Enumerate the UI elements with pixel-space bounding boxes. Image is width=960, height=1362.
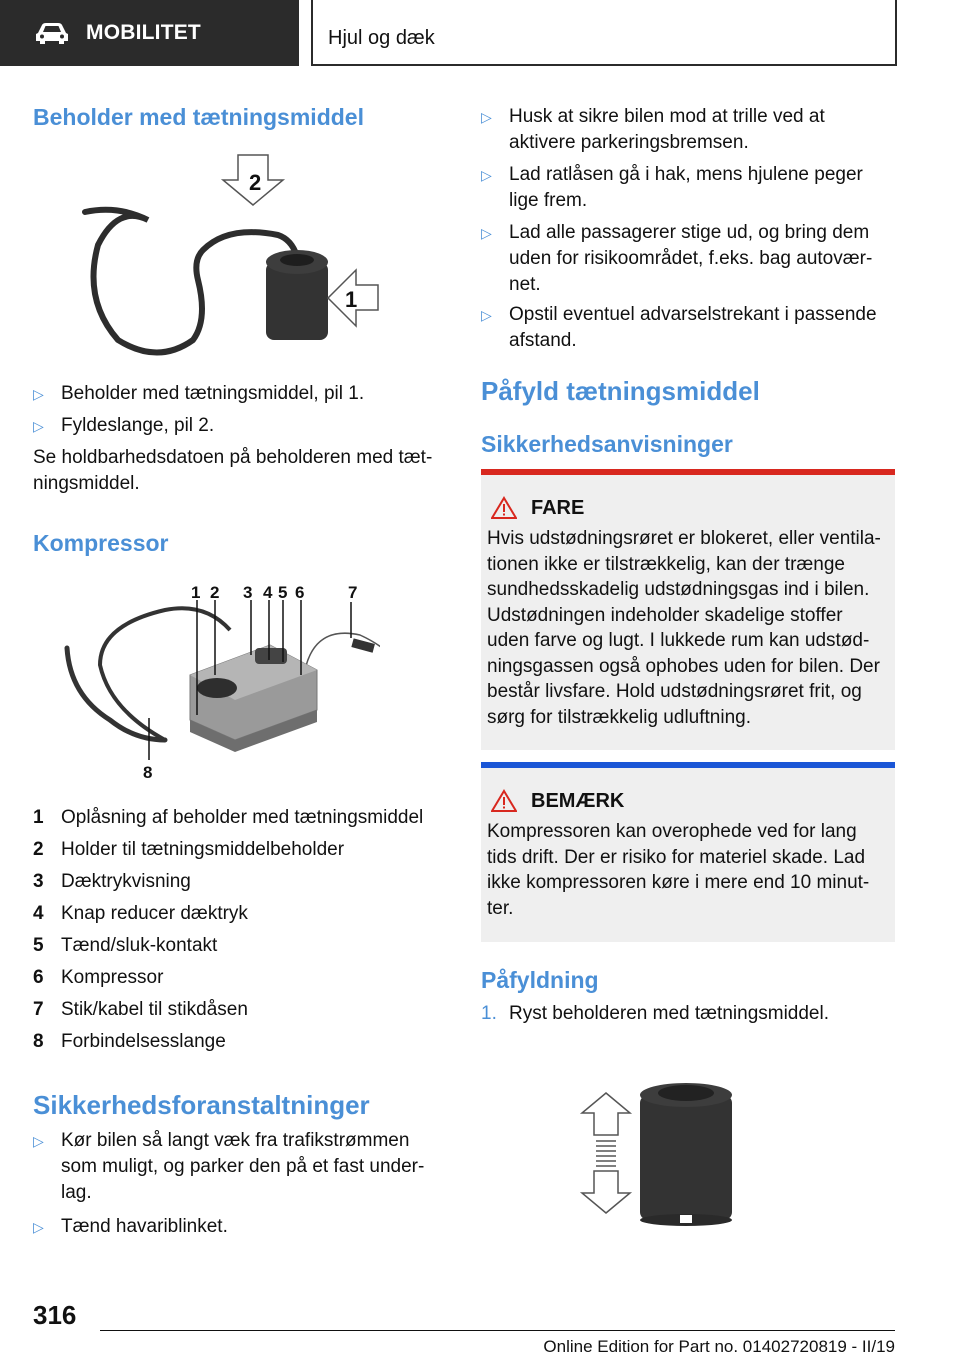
fig1-label-1: 1	[345, 287, 358, 312]
fig2-label-7: 7	[348, 583, 358, 602]
heading-filling: Påfyldning	[481, 967, 599, 993]
list-item: ▷ Beholder med tætningsmiddel, pil 1.	[33, 381, 435, 413]
fig2-label-6: 6	[295, 583, 305, 602]
heading-compressor: Kompressor	[33, 530, 169, 556]
list-item: ▷ Tænd havariblinket.	[33, 1214, 435, 1246]
triangle-bullet-icon: ▷	[33, 1133, 44, 1149]
list-item: 2 Holder til tætningsmiddelbeholder	[33, 839, 345, 860]
list-item: 3 Dæktrykvisning	[33, 871, 191, 892]
list-item: 7 Stik/kabel til stikdåsen	[33, 999, 248, 1020]
sealant-bottle-figure	[78, 150, 388, 365]
fig2-label-2: 2	[210, 583, 220, 602]
fig2-label-4: 4	[263, 583, 273, 602]
heading-safety: Sikkerhedsforanstaltninger	[33, 1090, 370, 1120]
section-title: MOBILITET	[86, 21, 201, 44]
list-item: 6 Kompressor	[33, 967, 164, 988]
heading-container: Beholder med tætningsmiddel	[33, 104, 364, 130]
heading-safety-notes: Sikkerhedsanvisninger	[481, 431, 733, 457]
triangle-bullet-icon: ▷	[33, 386, 44, 402]
fig2-label-5: 5	[278, 583, 288, 602]
page-number: 316	[33, 1300, 77, 1330]
compressor-figure	[55, 580, 380, 785]
triangle-bullet-icon: ▷	[481, 167, 492, 183]
notice-text: Kompressoren kan overophede ved for lang tids drift. Der er risiko for materiel skade. Lad ikke kompressoren køre i mere end 10 minut-ter.	[487, 821, 870, 919]
danger-label: FARE	[531, 496, 585, 519]
triangle-bullet-icon: ▷	[481, 109, 492, 125]
notice-box	[481, 762, 895, 942]
fig2-label-3: 3	[243, 583, 253, 602]
list-item: 5 Tænd/sluk-kontakt	[33, 935, 218, 956]
list-item: ▷ Husk at sikre bilen mod at trille ved at aktivere parkeringsbremsen.	[481, 104, 895, 162]
fig2-label-1: 1	[191, 583, 201, 602]
fig2-label-8: 8	[143, 763, 153, 782]
footer-divider	[100, 1330, 895, 1331]
component-list	[33, 805, 435, 1061]
paragraph: Se holdbarhedsdatoen på beholderen med tæt-ningsmiddel.	[33, 447, 433, 494]
warning-triangle-icon	[491, 789, 517, 813]
list-item: 4 Knap reducer dæktryk	[33, 903, 248, 924]
triangle-bullet-icon: ▷	[33, 1219, 44, 1235]
fig1-label-2: 2	[249, 170, 262, 195]
footer-edition: Online Edition for Part no. 01402720819 - II/19	[543, 1337, 895, 1356]
list-item: ▷ Fyldeslange, pil 2.	[33, 413, 435, 445]
danger-text: Hvis udstødningsrøret er blokeret, eller ventila-tionen ikke er tilstrækkelig, kan der trænge sundhedsskadelig udstødningsgas ind i bilen. Udstødningen indeholder skadelige stoffer uden farve og lugt. I lukkede rum kan udstød-ningsgassen også ophobes uden for bilen. Der består livsfare. Hold udstødningsrøret frit, og sørg for tilstrækkelig udluftning.	[487, 528, 881, 728]
warning-triangle-icon	[491, 496, 517, 520]
section-header	[0, 0, 299, 66]
triangle-bullet-icon: ▷	[33, 418, 44, 434]
step-item: 1. Ryst beholderen med tætningsmiddel.	[481, 1003, 830, 1024]
list-item: 8 Forbindelsesslange	[33, 1031, 226, 1052]
list-item: ▷ Opstil eventuel advarselstrekant i passende afstand.	[481, 302, 895, 360]
list-item: ▷ Kør bilen så langt væk fra trafikstrømmen som muligt, og parker den på et fast under-lag.	[33, 1128, 435, 1214]
chapter-header	[311, 0, 897, 66]
chapter-title: Hjul og dæk	[328, 27, 435, 49]
notice-label: BEMÆRK	[531, 789, 625, 812]
triangle-bullet-icon: ▷	[481, 307, 492, 323]
shake-bottle-figure	[578, 1075, 743, 1230]
list-item: 1 Oplåsning af beholder med tætningsmiddel	[33, 807, 424, 828]
list-item: ▷ Lad alle passagerer stige ud, og bring dem uden for risikoområdet, f.eks. bag autovær-net.	[481, 220, 895, 302]
heading-fill-sealant: Påfyld tætningsmiddel	[481, 376, 760, 406]
car-icon	[34, 21, 70, 45]
danger-box	[481, 469, 895, 750]
triangle-bullet-icon: ▷	[481, 225, 492, 241]
list-item: ▷ Lad ratlåsen gå i hak, mens hjulene peger lige frem.	[481, 162, 895, 220]
